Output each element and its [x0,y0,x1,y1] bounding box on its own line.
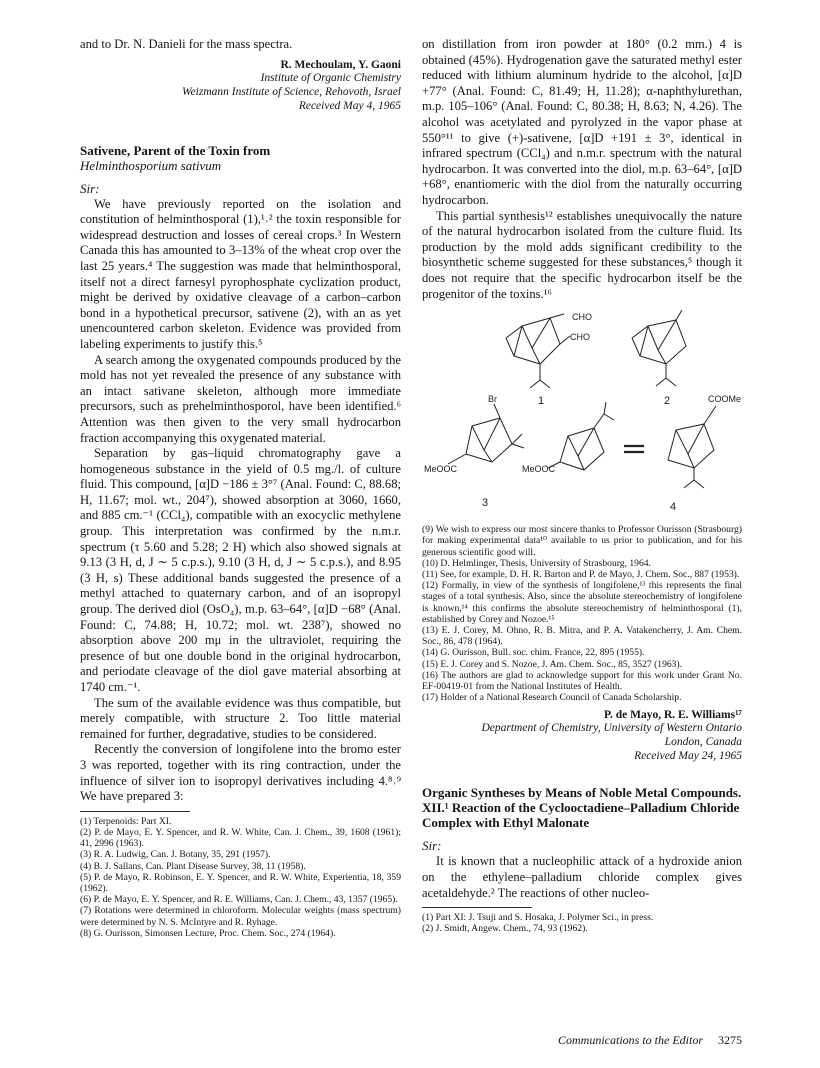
structure-label-2: 2 [664,395,671,408]
footnote: (15) E. J. Corey and S. Nozoe, J. Am. Chem. Soc., 85, 3527 (1963). [422,658,683,670]
sig2-authors: P. de Mayo, R. E. Williams¹⁷ [604,709,742,722]
footnote-divider-2 [422,907,532,908]
label-cho-b: CHO [570,332,590,343]
sig1-affiliation-1: Institute of Organic Chemistry [260,71,401,84]
footnote: (9) We wish to express our most sincere thanks to Professor Ourisson (Strasbourg) for making experimental data¹⁰ available to us prior to publication, and for his generous scientific good will. [422,524,742,558]
sig2-affiliation-1: Department of Chemistry, University of Western Ontario [481,722,742,735]
footnote: (14) G. Ourisson, Bull. soc. chim. France, 22, 895 (1955). [422,647,645,659]
footnote: (1) Terpenoids: Part XI. [80,815,172,827]
footnote: (3) R. A. Ludwig, Can. J. Botany, 35, 291 (1957). [80,849,271,861]
footnote: (4) B. J. Sallans, Can. Plant Disease Survey, 38, 11 (1958). [80,860,306,872]
footnote: (17) Holder of a National Research Council of Canada Scholarship. [422,692,682,704]
footnote: (12) Formally, in view of the synthesis of longifolene,¹³ this represents the final stages of a total synthesis. Also, since the absolute stereochemistry of longifolene is known,¹⁴ this confirms the absolute stereochemistry of helminthosporal (1), established by Corey and Nozoe.¹⁵ [422,580,742,625]
page-number: 3275 [718,1033,742,1047]
paragraph-4: The sum of the available evidence was thus compatible, but merely compatible, with structure 2. Too little material remained for further, degradative, studies to be considered. [80,695,401,741]
sig1-received: Received May 4, 1965 [298,99,401,112]
label-br: Br [488,394,497,405]
footnote: (1) Part XI: J. Tsuji and S. Hosaka, J. Polymer Sci., in press. [422,912,654,924]
paragraph-2: A search among the oxygenated compounds produced by the mold has not yet revealed the presence of any substance with an intact sativane skeleton, although more immediate precursors, such as prehelminthosporol, have been identified.⁶ Attention was then given to the very small hydrocarbon fraction accompanying this oxygenated material. [80,352,401,445]
chemical-structures-figure [422,306,742,526]
signature-block-1 [80,59,401,113]
footnotes-article2 [422,912,742,934]
structure-4 [668,406,716,488]
equals-sign [624,446,644,452]
footnote: (5) P. de Mayo, R. Robinson, E. Y. Spencer, and R. W. White, Experientia, 18, 359 (1962). [80,871,401,894]
intro-line: and to Dr. N. Danieli for the mass spectra. [80,37,293,51]
sig2-affiliation-2: London, Canada [664,736,742,749]
label-coome: COOMe [708,394,742,405]
structure-3-bromo-ester [448,404,524,464]
page-footer [540,1033,742,1048]
right-column [422,37,742,935]
label-meooc-a: MeOOC [424,464,458,475]
structure-intermediate [548,402,614,470]
structure-2-sativene [632,310,686,386]
footnote-divider [80,811,190,812]
sig1-authors: R. Mechoulam, Y. Gaoni [280,58,401,71]
article-title: Sativene, Parent of the Toxin from [80,142,271,158]
footnote: (16) The authors are glad to acknowledge support for this work under Grant No. EF-00419-01 from the National Institutes of Health. [422,669,742,692]
structure-label-1: 1 [538,395,545,408]
footnote: (2) J. Smidt, Angew. Chem., 74, 93 (1962). [422,923,588,935]
footnote: (10) D. Helmlinger, Thesis, University of Strasbourg, 1964. [422,557,651,569]
structure-label-4: 4 [670,501,677,514]
footnote: (8) G. Ourisson, Simonsen Lecture, Proc. Chem. Soc., 274 (1964). [80,927,336,939]
sig2-received: Received May 24, 1965 [634,750,742,763]
article-subtitle: Helminthosporium sativum [80,157,222,173]
footnotes-right [422,524,742,703]
label-cho-a: CHO [572,312,592,323]
footnote: (2) P. de Mayo, E. Y. Spencer, and R. W. White, Can. J. Chem., 39, 1608 (1961); 41, 2996 (1963). [80,826,401,850]
footnotes-left [80,816,401,939]
signature-block-2 [422,709,742,763]
footnote: (11) See, for example, D. H. R. Barton and P. de Mayo, J. Chem. Soc., 887 (1953). [422,568,740,580]
left-column [80,37,401,939]
structure-label-3: 3 [482,497,489,510]
footnote: (7) Rotations were determined in chloroform. Molecular weights (mass spectrum) were determined by N. S. McIntyre and R. Ryhage. [80,905,401,928]
label-meooc-b: MeOOC [522,464,556,475]
sig1-affiliation-2: Weizmann Institute of Science, Rehovoth, Israel [182,85,401,98]
paragraph-5: Recently the conversion of longifolene into the bromo ester 3 was reported, together with its ring contraction, under the influence of silver ion to isopropyl derivatives including 4.⁸˒⁹ We have prepared 3: [80,742,401,804]
paragraph-synthesis: This partial synthesis¹² establishes unequivocally the nature of the natural hydrocarbon isolated from the culture fluid. Its production by the mold adds significant credibility to the biosynthetic scheme suggested for these substances,⁵ though it does not require that the specific hydrocarbon itself be the progenitor of the toxins.¹⁶ [422,208,742,301]
article2-title: Organic Syntheses by Means of Noble Metal Compounds. XII.¹ Reaction of the Cyclooctadiene–Palladium Chloride Complex with Ethyl Malonate [422,785,742,831]
paragraph-3: Separation by gas–liquid chromatography gave a homogeneous substance in the yield of 0.5 mg./l. of culture fluid. This compound, [α]D −186 ± 3°⁷ (Anal. Found: C, 88.68; H, 11.67; mol. wt., 204⁷), showed absorption at 3060, 1660, and 885 cm.⁻¹ (CCl₄), compatible with an exocyclic methylene group. This interpretation was confirmed by the n.m.r. spectrum (τ 5.60 and 5.28; 2 H) which also showed signals at 9.13 (3 H, d, J ∼ 5 c.p.s.), 9.10 (3 H, d, J ∼ 5 c.p.s.), and 8.95 (3 H, s) These additional bands suggested the presence of a methyl attached to quaternary carbon, and of an isopropyl group. The derived diol (OsO₄), m.p. 63–64°, [α]D −68° (Anal. Found: C, 74.88; H, 10.72; mol. wt. 238⁷), showed no absorption above 200 mμ in the ultraviolet, requiring the presence of but one double bond in the original hydrocarbon, and periodate cleavage of the diol gave material absorbing at 1740 cm.⁻¹. [80,446,401,694]
footnote: (13) E. J. Corey, M. Ohno, R. B. Mitra, and P. A. Vatakencherry, J. Am. Chem. Soc., 86, 478 (1964). [422,624,742,648]
footnote: (6) P. de Mayo, E. Y. Spencer, and R. E. Williams, Can. J. Chem., 43, 1357 (1965). [80,894,398,906]
structure-1-helminthosporal [506,314,570,388]
article2-salutation: Sir: [422,838,442,854]
journal-section: Communications to the Editor [558,1033,703,1047]
paragraph-continued: on distillation from iron powder at 180° (0.2 mm.) 4 is obtained (45%). Hydrogenation gave the saturated methyl ester reduced with lithium aluminum hydride to the alcohol, [α]D +77° (Anal. Found: C, 81.49; H, 11.28); α-naphthylurethan, m.p. 105–106° (Anal. Found: C, 80.38; H, 8.63; N, 4.26). The alcohol was acetylated and pyrolyzed in the vapor phase at 550°¹¹ to give (+)-sativene, [α]D +191 ± 3°, identical in infrared spectrum (CCl₄) and n.m.r. spectrum with the natural hydrocarbon. It was converted into the diol, m.p. 63–64°, [α]D +68°, enantiomeric with the diol from the naturally occurring hydrocarbon. [422,37,742,207]
article2-paragraph-1: It is known that a nucleophilic attack of a hydroxide anion on the ethylene–palladium chloride complex gives acetaldehyde.² The reactions of other nucleo- [422,854,742,900]
paragraph-1: We have previously reported on the isolation and constitution of helminthosporal (1),¹˒² the toxin responsible for widespread destruction and losses of cereal crops.³ In Western Canada this has amounted to 3–13% of the wheat crop over the last 25 years.⁴ The suggestion was made that helminthosporal, itself not a direct farnesyl pyrophosphate cyclization product, might be derived by oxidative cleavage of a carbon–carbon bond in a hypothetical precursor, sativene (2), with an as yet unencountered carbon skeleton. Evidence was provided from labeling experiments to justify this.⁵ [80,196,401,351]
salutation: Sir: [80,180,100,196]
